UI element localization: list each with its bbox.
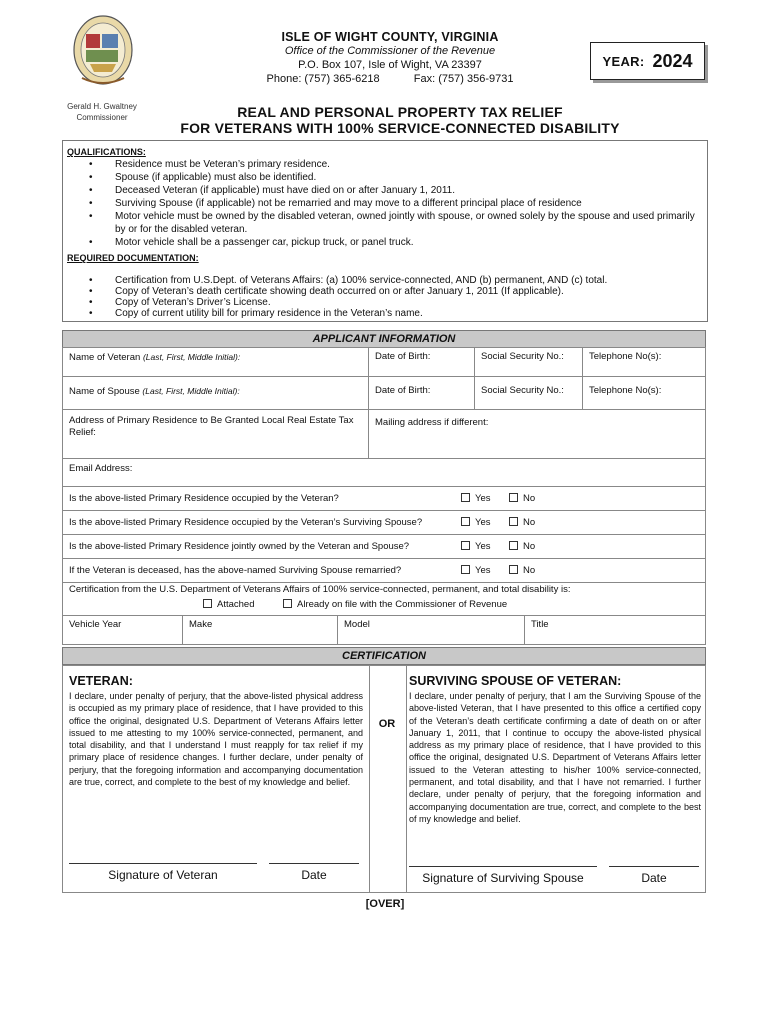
spouse-name-hint: (Last, First, Middle Initial): [142,386,240,396]
question-text: Is the above-listed Primary Residence occupied by the Veteran’s Surviving Spouse? [69,517,423,528]
veteran-name-hint: (Last, First, Middle Initial): [142,352,241,362]
office-fax: Fax: (757) 356-9731 [413,73,514,85]
spouse-name-field[interactable] [62,376,369,410]
checkbox-icon [509,493,518,502]
residence-address-label: Address of Primary Residence to Be Granted Local Real Estate Tax Relief: [69,415,354,438]
office-phone: Phone: (757) 365-6218 [266,73,380,85]
vehicle-make-field[interactable] [182,615,338,645]
email-field[interactable] [62,458,706,487]
qualifications-box: QUALIFICATIONS: • Residence must be Veteran’s primary residence. • Spouse (if applicable) must also be identified. • Deceased Veteran (if applicable) must have died on or after January 1, 2011. • Surviving Spouse (if applicable) not be remarried and may move to a different principal place of residence • Motor vehicle must be owned by the disabled veteran, owned jointly with spouse, or owned solely by the spouse and used primarily by or for the disabled veteran. • Motor vehicle shall be a passenger car, pickup truck, or panel truck. REQUIRED DOCUMENTATION: • Certification from U.S.Dept. of Veterans Affairs: (a) 100% service-connected, AND (b) permanent, AND (c) total. • Copy of Veteran’s death certificate showing death occurred on or after January 1, 2011 (If applicable). • Copy of Veteran’s Driver’s License. • Copy of current utility bill for primary residence in the Veteran’s name. [62,140,708,322]
qualifications-heading: QUALIFICATIONS: [67,147,146,157]
checkbox-icon [509,565,518,574]
email-label: Email Address: [69,463,133,474]
on-file-checkbox[interactable]: Already on file with the Commissioner of Revenue [283,599,507,610]
mailing-address-field[interactable] [368,409,706,459]
checkbox-icon [509,517,518,526]
commissioner-title: Commissioner [76,113,128,122]
ssn-label: Social Security No.: [481,385,564,396]
ssn-label: Social Security No.: [481,351,564,362]
certification-heading: CERTIFICATION [62,647,706,665]
spouse-date-line[interactable] [609,866,699,867]
dob-label: Date of Birth: [375,385,431,396]
checkbox-icon [203,599,212,608]
question-row [62,511,706,535]
spouse-heading: SURVIVING SPOUSE OF VETERAN: [409,674,622,688]
veteran-date-line[interactable] [269,863,359,864]
veteran-date-label: Date [301,868,327,882]
vehicle-model-label: Model [344,619,370,630]
yes-checkbox[interactable]: Yes [461,493,491,504]
applicant-info-heading: APPLICANT INFORMATION [62,330,706,348]
veteran-dob-field[interactable] [368,347,475,377]
veteran-signature-label: Signature of Veteran [108,868,218,882]
spouse-date-label: Date [641,871,667,885]
checkbox-icon [283,599,292,608]
checkbox-icon [461,517,470,526]
county-seal-logo [72,14,134,90]
spouse-name-label: Name of Spouse [69,386,140,397]
vehicle-year-label: Vehicle Year [69,619,122,630]
or-divider [369,666,407,892]
checkbox-icon [461,565,470,574]
veteran-signature-line[interactable] [69,863,257,864]
form-title-line2: FOR VETERANS WITH 100% SERVICE-CONNECTED DISABILITY [180,120,620,136]
county-name: ISLE OF WIGHT COUNTY, VIRGINIA [281,30,499,44]
spouse-phone-field[interactable] [582,376,706,410]
no-checkbox[interactable]: No [509,517,535,528]
or-label: OR [378,718,396,730]
no-checkbox[interactable]: No [509,493,535,504]
question-text: Is the above-listed Primary Residence jointly owned by the Veteran and Spouse? [69,541,410,552]
veteran-name-field[interactable] [62,347,369,377]
year-box [590,42,705,80]
no-checkbox[interactable]: No [509,541,535,552]
veteran-declaration: I declare, under penalty of perjury, that the above-listed physical address is occupied as my primary place of residence, that I have provided to this office the original, designated U.S. Department of Veterans Affairs letter issued to me attesting to my 100% service-connected, permanent, and total disability, and that I understand I must reapply for tax relief if my primary place of residence changes. I further declare, under penalty of perjury, that the foregoing information and accompanying documentation are true, correct, and complete to the best of my knowledge and belief. [69,691,363,788]
year-label: YEAR: [602,53,645,69]
phone-label: Telephone No(s): [589,385,662,396]
checkbox-icon [461,541,470,550]
spouse-dob-field[interactable] [368,376,475,410]
attached-checkbox[interactable]: Attached [203,599,255,610]
spouse-ssn-field[interactable] [474,376,583,410]
office-name: Office of the Commissioner of the Revenue [284,45,496,57]
vehicle-make-label: Make [189,619,213,630]
mailing-address-label: Mailing address if different: [375,417,489,428]
residence-address-field[interactable] [62,409,369,459]
veteran-ssn-field[interactable] [474,347,583,377]
vehicle-title-field[interactable] [524,615,706,645]
year-value: 2024 [652,50,693,71]
certification-box [62,665,706,893]
office-contact [250,73,530,86]
phone-label: Telephone No(s): [589,351,662,362]
over-indicator: [OVER] [365,898,405,910]
va-certification-row [62,583,706,616]
form-title-line1: REAL AND PERSONAL PROPERTY TAX RELIEF [237,104,563,120]
question-row [62,487,706,511]
checkbox-icon [461,493,470,502]
veteran-phone-field[interactable] [582,347,706,377]
va-certification-text: Certification from the U.S. Department of Veterans Affairs of 100% service-connected, permanent, and total disability is: [69,584,571,595]
question-row [62,535,706,559]
vehicle-model-field[interactable] [337,615,525,645]
documentation-heading: REQUIRED DOCUMENTATION: [67,253,199,263]
checkbox-icon [509,541,518,550]
vehicle-title-label: Title [531,619,549,630]
question-text: Is the above-listed Primary Residence occupied by the Veteran? [69,493,339,504]
question-text: If the Veteran is deceased, has the above-named Surviving Spouse remarried? [69,565,402,576]
vehicle-year-field[interactable] [62,615,183,645]
spouse-signature-line[interactable] [409,866,597,867]
dob-label: Date of Birth: [375,351,431,362]
spouse-signature-label: Signature of Surviving Spouse [422,871,584,885]
yes-checkbox[interactable]: Yes [461,541,491,552]
commissioner-name: Gerald H. Gwaltney [67,102,137,111]
yes-checkbox[interactable]: Yes [461,517,491,528]
question-row [62,559,706,583]
office-address: P.O. Box 107, Isle of Wight, VA 23397 [298,59,482,71]
commissioner-block [62,101,142,123]
no-checkbox[interactable]: No [509,565,535,576]
veteran-heading: VETERAN: [69,674,133,688]
veteran-name-label: Name of Veteran [69,352,141,363]
spouse-declaration: I declare, under penalty of perjury, that I am the Surviving Spouse of the above-listed Veteran, that I have presented to this office a certified copy of the Veteran’s death certificate confirming a date of death on or after January 1, 2011, that I continue to occupy the above-listed physical address as my primary place of residence, that I have provided to this office the original, designated U.S. Department of Veterans Affairs letter issued to the Veteran attesting to his/her 100% service-connected, permanent, and total disability, and that I have not remarried. I further declare, under penalty of perjury, that the foregoing information and accompanying documentation are true, correct, and complete to the best of my knowledge and belief. [409,691,701,824]
yes-checkbox[interactable]: Yes [461,565,491,576]
